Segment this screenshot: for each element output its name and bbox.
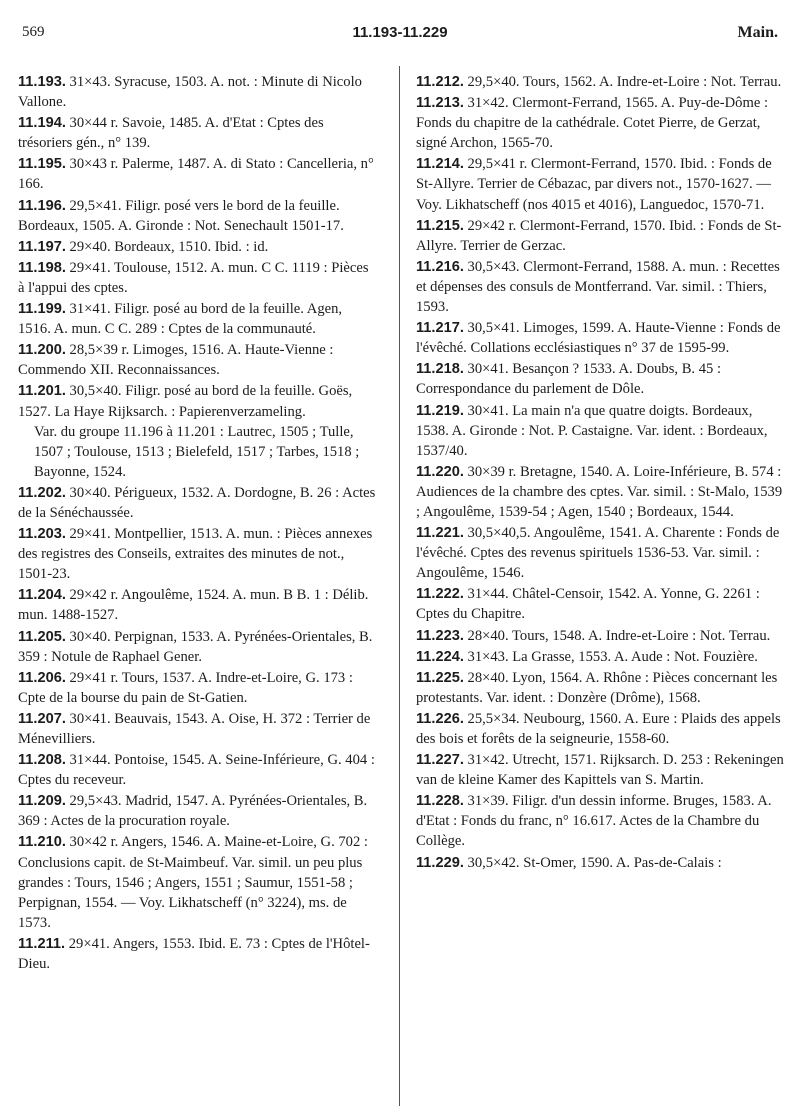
entry-text: 31×42. Clermont-Ferrand, 1565. A. Puy-de-Dôme : Fonds du chapitre de la cathédrale. Cotet Pierre, de Gerzat, signé Archon, 1565-70. bbox=[416, 95, 769, 152]
entry-text: 28,5×39 r. Limoges, 1516. A. Haute-Vienne : Commendo XII. Reconnaissances. bbox=[18, 342, 334, 379]
entry-number: 11.218. bbox=[416, 361, 464, 378]
catalog-entry bbox=[18, 709, 378, 749]
entry-text: 30×41. Besançon ? 1533. A. Doubs, B. 45 : Correspondance du parlement de Dôle. bbox=[416, 361, 722, 398]
catalog-entry bbox=[416, 72, 784, 92]
right-column bbox=[416, 72, 784, 874]
entry-number: 11.222. bbox=[416, 586, 464, 603]
catalog-entry bbox=[18, 258, 378, 298]
entry-number: 11.199. bbox=[18, 301, 66, 318]
entry-text: 30×40. Perpignan, 1533. A. Pyrénées-Orientales, B. 359 : Notule de Raphael Gener. bbox=[18, 628, 373, 665]
entry-text: 29×41. Toulouse, 1512. A. mun. C C. 1119 : Pièces à l'appui des cptes. bbox=[18, 259, 369, 296]
entry-text: 31×43. Syracuse, 1503. A. not. : Minute di Nicolo Vallone. bbox=[18, 74, 362, 111]
entry-number: 11.221. bbox=[416, 525, 464, 542]
entry-number: 11.223. bbox=[416, 627, 464, 644]
entry-number: 11.214. bbox=[416, 156, 464, 173]
catalog-entry bbox=[18, 72, 378, 112]
entry-number: 11.227. bbox=[416, 752, 464, 769]
entry-text: 29,5×41. Filigr. posé vers le bord de la feuille. Bordeaux, 1505. A. Gironde : Not. Senechault 1501-17. bbox=[18, 197, 344, 234]
entry-text: 31×44. Châtel-Censoir, 1542. A. Yonne, G. 2261 : Cptes du Chapitre. bbox=[416, 586, 760, 623]
catalog-entry bbox=[18, 585, 378, 625]
entry-text: 31×41. Filigr. posé au bord de la feuille. Agen, 1516. A. mun. C C. 289 : Cptes de la communauté. bbox=[18, 301, 343, 338]
catalog-entry bbox=[18, 196, 378, 236]
entry-text: 29×41. Montpellier, 1513. A. mun. : Pièces annexes des registres des Conseils, extraites des minutes de not., 1501-23. bbox=[18, 526, 373, 583]
entry-text: 29×42 r. Angoulême, 1524. A. mun. B B. 1 : Délib. mun. 1488-1527. bbox=[18, 587, 369, 624]
catalog-entry bbox=[416, 791, 784, 851]
entry-number: 11.195. bbox=[18, 156, 66, 173]
entry-text: 31×42. Utrecht, 1571. Rijksarch. D. 253 : Rekeningen van de kleine Kamer des Kapittels van S. Martin. bbox=[416, 752, 784, 789]
entry-text: 29,5×40. Tours, 1562. A. Indre-et-Loire : Not. Terrau. bbox=[467, 74, 782, 90]
entry-text: 30×41. Beauvais, 1543. A. Oise, H. 372 : Terrier de Ménevilliers. bbox=[18, 710, 371, 747]
entry-number: 11.201. bbox=[18, 383, 66, 400]
entry-number: 11.197. bbox=[18, 238, 66, 255]
entry-number: 11.219. bbox=[416, 402, 464, 419]
entry-number: 11.210. bbox=[18, 834, 66, 851]
entry-text: 31×44. Pontoise, 1545. A. Seine-Inférieure, G. 404 : Cptes du receveur. bbox=[18, 752, 375, 789]
catalog-entry bbox=[18, 113, 378, 153]
entry-text: 30,5×40. Filigr. posé au bord de la feuille. Goës, 1527. La Haye Rijksarch. : Papierenverzameling. bbox=[18, 383, 353, 420]
entry-text: 29×42 r. Clermont-Ferrand, 1570. Ibid. : Fonds de St-Allyre. Terrier de Gerzac. bbox=[416, 217, 782, 254]
entry-text: 29,5×43. Madrid, 1547. A. Pyrénées-Orientales, B. 369 : Actes de la procuration royale. bbox=[18, 793, 368, 830]
entry-number: 11.220. bbox=[416, 463, 464, 480]
catalog-entry bbox=[18, 750, 378, 790]
entry-text: 29,5×41 r. Clermont-Ferrand, 1570. Ibid. : Fonds de St-Allyre. Terrier de Cébazac, par divers not., 1570-1627. — Voy. Likhatscheff (nos 4015 et 4016), Languedoc, 1570-71. bbox=[416, 156, 772, 213]
entry-number: 11.226. bbox=[416, 710, 464, 727]
catalog-entry bbox=[416, 584, 784, 624]
entry-number: 11.213. bbox=[416, 95, 464, 112]
entry-number: 11.205. bbox=[18, 628, 66, 645]
entry-number: 11.229. bbox=[416, 854, 464, 871]
page-range: 11.193-11.229 bbox=[352, 24, 448, 41]
catalog-entry bbox=[18, 934, 378, 974]
entry-number: 11.217. bbox=[416, 320, 464, 337]
entry-number: 11.211. bbox=[18, 935, 66, 952]
catalog-entry bbox=[18, 524, 378, 584]
entry-number: 11.212. bbox=[416, 74, 464, 90]
entry-number: 11.198. bbox=[18, 259, 66, 276]
entry-text: 31×39. Filigr. d'un dessin informe. Bruges, 1583. A. d'Etat : Fonds du franc, n° 16.617. Actes de la Chambre du Collège. bbox=[416, 793, 772, 850]
entry-text: 29×40. Bordeaux, 1510. Ibid. : id. bbox=[69, 238, 269, 255]
page-header bbox=[22, 24, 778, 44]
entry-number: 11.225. bbox=[416, 669, 464, 686]
catalog-entry bbox=[416, 359, 784, 399]
catalog-entry bbox=[18, 340, 378, 380]
entry-number: 11.216. bbox=[416, 258, 464, 275]
entry-text: 28×40. Tours, 1548. A. Indre-et-Loire : Not. Terrau. bbox=[467, 627, 771, 644]
entry-number: 11.196. bbox=[18, 197, 66, 214]
entry-text: 30,5×40,5. Angoulême, 1541. A. Charente : Fonds de l'évêché. Cptes des revenus spirituels 1536-53. Var. simil. : Angoulême, 1546. bbox=[416, 525, 780, 582]
catalog-entry bbox=[18, 299, 378, 339]
left-column bbox=[18, 72, 378, 975]
catalog-entry bbox=[416, 750, 784, 790]
catalog-entry bbox=[18, 154, 378, 194]
entry-text: 30×42 r. Angers, 1546. A. Maine-et-Loire, G. 702 : Conclusions capit. de St-Maimbeuf. Var. simil. un peu plus grandes : Tours, 1546 ; Angers, 1551 ; Saumur, 1551-58 ; Perpignan, 1554. — Voy. Likhatscheff (n° 3224), ms. de 1573. bbox=[18, 834, 368, 931]
entry-text: 25,5×34. Neubourg, 1560. A. Eure : Plaids des appels des bois et forêts de la seigneurie, 1558-60. bbox=[416, 710, 781, 747]
entry-number: 11.193. bbox=[18, 74, 66, 90]
catalog-entry bbox=[416, 154, 784, 214]
catalog-entry bbox=[416, 93, 784, 153]
page-number: 569 bbox=[22, 24, 45, 40]
catalog-entry bbox=[18, 668, 378, 708]
entry-number: 11.203. bbox=[18, 526, 66, 543]
entry-number: 11.208. bbox=[18, 752, 66, 769]
catalog-entry bbox=[416, 257, 784, 317]
entry-number: 11.204. bbox=[18, 587, 66, 604]
entry-text: 30×44 r. Savoie, 1485. A. d'Etat : Cptes des trésoriers gén., n° 139. bbox=[18, 115, 324, 152]
entry-text: 30,5×42. St-Omer, 1590. A. Pas-de-Calais : bbox=[467, 854, 722, 871]
catalog-entry bbox=[18, 627, 378, 667]
catalog-entry bbox=[416, 318, 784, 358]
entry-number: 11.206. bbox=[18, 669, 66, 686]
entry-number: 11.224. bbox=[416, 648, 464, 665]
catalog-entry bbox=[416, 709, 784, 749]
entry-text: 30×41. La main n'a que quatre doigts. Bordeaux, 1538. A. Gironde : Not. P. Castaigne. Var. ident. : Bordeaux, 1537/40. bbox=[416, 402, 768, 459]
entry-number: 11.209. bbox=[18, 793, 66, 810]
catalog-entry bbox=[416, 626, 784, 646]
entry-number: 11.202. bbox=[18, 484, 66, 501]
entry-text: 29×41. Angers, 1553. Ibid. E. 73 : Cptes de l'Hôtel-Dieu. bbox=[18, 935, 370, 973]
catalog-entry bbox=[416, 462, 784, 522]
catalog-entry bbox=[416, 853, 784, 873]
entry-text: 30×40. Périgueux, 1532. A. Dordogne, B. 26 : Actes de la Sénéchaussée. bbox=[18, 484, 376, 521]
column-divider bbox=[399, 66, 400, 1106]
entry-number: 11.207. bbox=[18, 710, 66, 727]
catalog-entry bbox=[18, 237, 378, 257]
catalog-entry bbox=[416, 523, 784, 583]
catalog-entry bbox=[416, 216, 784, 256]
entry-number: 11.228. bbox=[416, 793, 464, 810]
catalog-entry bbox=[416, 647, 784, 667]
entry-text: 28×40. Lyon, 1564. A. Rhône : Pièces concernant les protestants. Var. ident. : Donzère (Drôme), 1568. bbox=[416, 669, 778, 706]
catalog-entry bbox=[18, 832, 378, 932]
entry-text: 29×41 r. Tours, 1537. A. Indre-et-Loire, G. 173 : Cpte de la bourse du pain de St-Gatien. bbox=[18, 669, 353, 706]
entry-number: 11.194. bbox=[18, 115, 66, 132]
entry-number: 11.215. bbox=[416, 217, 464, 234]
catalog-entry bbox=[416, 668, 784, 708]
entry-text: 31×43. La Grasse, 1553. A. Aude : Not. Fouzière. bbox=[467, 648, 758, 665]
catalog-entry bbox=[416, 401, 784, 461]
catalog-entry bbox=[18, 791, 378, 831]
catalog-entry bbox=[18, 483, 378, 523]
entry-continuation: Var. du groupe 11.196 à 11.201 : Lautrec, 1505 ; Tulle, 1507 ; Toulouse, 1513 ; Bielefeld, 1517 ; Tarbes, 1518 ; Bayonne, 1524. bbox=[34, 423, 360, 480]
entry-text: 30×43 r. Palerme, 1487. A. di Stato : Cancelleria, n° 166. bbox=[18, 156, 374, 193]
entry-text: 30,5×41. Limoges, 1599. A. Haute-Vienne : Fonds de l'évêché. Collations ecclésiastiques n° 37 de 1595-99. bbox=[416, 320, 781, 357]
page-keyword: Main. bbox=[737, 24, 778, 41]
entry-text: 30,5×43. Clermont-Ferrand, 1588. A. mun. : Recettes et dépenses des consuls de Montferrand. Var. simil. : Thiers, 1593. bbox=[416, 258, 780, 316]
catalog-entry bbox=[18, 381, 378, 481]
entry-text: 30×39 r. Bretagne, 1540. A. Loire-Inférieure, B. 574 : Audiences de la chambre des cptes. Var. simil. : St-Malo, 1539 ; Angoulême, 1539-54 ; Agen, 1540 ; Bordeaux, 1544. bbox=[416, 463, 783, 520]
entry-number: 11.200. bbox=[18, 342, 66, 359]
